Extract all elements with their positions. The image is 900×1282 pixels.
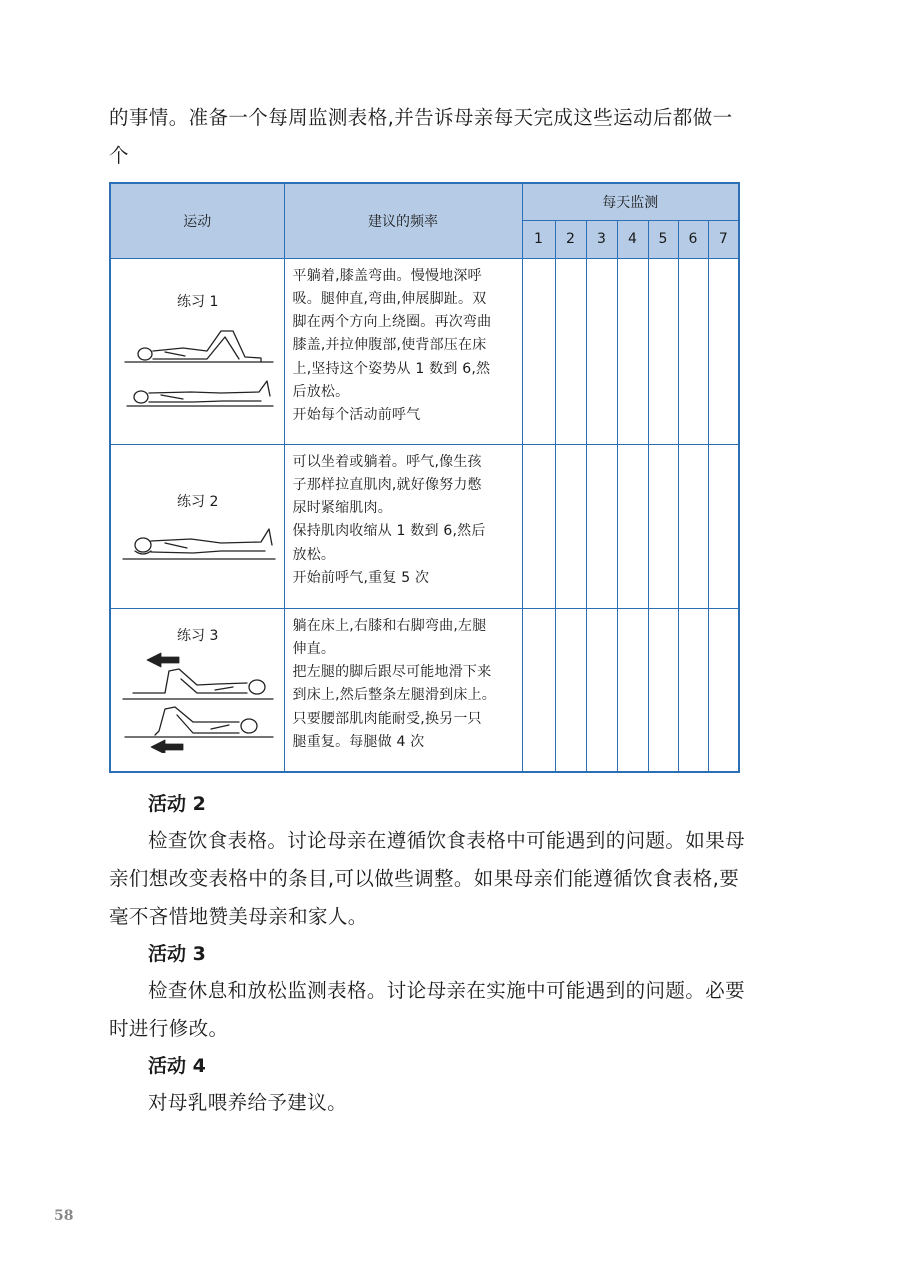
day-checkbox-cell[interactable] xyxy=(617,258,648,444)
day-checkbox-cell[interactable] xyxy=(522,608,555,772)
activity-2-line-2: 亲们想改变表格中的条目,可以做些调整。如果母亲们能遵循饮食表格,要 xyxy=(109,867,740,890)
header-day-5: 5 xyxy=(648,220,678,258)
day-checkbox-cell[interactable] xyxy=(678,608,708,772)
header-daily-monitoring: 每天监测 xyxy=(522,183,739,220)
desc-line: 子那样拉直肌肉,就好像努力憋 xyxy=(292,476,482,493)
desc-line: 可以坐着或躺着。呼气,像生孩 xyxy=(292,453,482,470)
table-row xyxy=(110,444,739,608)
day-checkbox-cell[interactable] xyxy=(555,608,586,772)
activity-3-heading: 活动 3 xyxy=(148,943,206,965)
table-row xyxy=(110,608,739,772)
exercise-monitoring-table xyxy=(109,182,740,773)
day-checkbox-cell[interactable] xyxy=(555,444,586,608)
activity-2-line-3: 毫不吝惜地赞美母亲和家人。 xyxy=(109,905,368,928)
activity-4-heading: 活动 4 xyxy=(148,1055,206,1077)
header-day-1: 1 xyxy=(522,220,555,258)
desc-line: 后放松。 xyxy=(292,383,350,400)
day-checkbox-cell[interactable] xyxy=(708,444,739,608)
desc-line: 开始每个活动前呼气 xyxy=(292,407,421,424)
day-checkbox-cell[interactable] xyxy=(617,608,648,772)
activity-2-heading: 活动 2 xyxy=(148,793,206,815)
desc-line: 膝盖,并拉伸腹部,使背部压在床 xyxy=(292,337,487,354)
exercise-3-illustration xyxy=(121,649,277,753)
day-checkbox-cell[interactable] xyxy=(678,258,708,444)
day-checkbox-cell[interactable] xyxy=(648,258,678,444)
activity-3-line-2: 时进行修改。 xyxy=(109,1017,229,1040)
activity-2-line-1: 检查饮食表格。讨论母亲在遵循饮食表格中可能遇到的问题。如果母 xyxy=(148,829,746,852)
desc-line: 伸直。 xyxy=(292,640,336,657)
day-checkbox-cell[interactable] xyxy=(708,608,739,772)
header-day-6: 6 xyxy=(678,220,708,258)
header-day-2: 2 xyxy=(555,220,586,258)
header-day-7: 7 xyxy=(708,220,739,258)
exercise-label: 练习 2 xyxy=(177,493,219,510)
desc-line: 到床上,然后整条左腿滑到床上。 xyxy=(292,687,496,704)
desc-line: 脚在两个方向上绕圈。再次弯曲 xyxy=(292,314,492,331)
desc-line: 平躺着,膝盖弯曲。慢慢地深呼 xyxy=(292,267,482,284)
day-checkbox-cell[interactable] xyxy=(617,444,648,608)
activity-4-line-1: 对母乳喂养给予建议。 xyxy=(148,1091,348,1114)
desc-line: 保持肌肉收缩从 1 数到 6,然后 xyxy=(292,523,486,540)
activity-4-paragraph xyxy=(109,1084,749,1122)
exercise-cell xyxy=(110,258,284,444)
frequency-description xyxy=(284,444,522,608)
frequency-description xyxy=(284,608,522,772)
header-day-4: 4 xyxy=(617,220,648,258)
activity-2-paragraph xyxy=(109,822,749,936)
desc-line: 吸。腿伸直,弯曲,伸展脚趾。双 xyxy=(292,290,487,307)
day-checkbox-cell[interactable] xyxy=(648,444,678,608)
table-row xyxy=(110,258,739,444)
desc-line: 上,坚持这个姿势从 1 数到 6,然 xyxy=(292,360,491,377)
header-frequency: 建议的频率 xyxy=(284,183,522,258)
intro-line-1: 的事情。准备一个每周监测表格,并告诉母亲每天完成这些运动后都做一个 xyxy=(109,106,733,167)
day-checkbox-cell[interactable] xyxy=(708,258,739,444)
exercise-label: 练习 3 xyxy=(177,627,219,644)
exercise-1-illustration xyxy=(121,321,277,411)
day-checkbox-cell[interactable] xyxy=(678,444,708,608)
day-checkbox-cell[interactable] xyxy=(586,258,617,444)
desc-line: 尿时紧缩肌肉。 xyxy=(292,500,392,517)
exercise-cell xyxy=(110,608,284,772)
day-checkbox-cell[interactable] xyxy=(648,608,678,772)
day-checkbox-cell[interactable] xyxy=(586,444,617,608)
exercise-label: 练习 1 xyxy=(177,293,219,310)
activity-3-paragraph xyxy=(109,972,749,1048)
day-checkbox-cell[interactable] xyxy=(555,258,586,444)
desc-line: 开始前呼气,重复 5 次 xyxy=(292,569,430,586)
desc-line: 只要腰部肌肉能耐受,换另一只 xyxy=(292,710,482,727)
header-exercise: 运动 xyxy=(110,183,284,258)
activity-3-line-1: 检查休息和放松监测表格。讨论母亲在实施中可能遇到的问题。必要 xyxy=(148,979,746,1002)
frequency-description xyxy=(284,258,522,444)
day-checkbox-cell[interactable] xyxy=(522,258,555,444)
desc-line: 躺在床上,右膝和右脚弯曲,左腿 xyxy=(292,617,487,634)
desc-line: 放松。 xyxy=(292,546,336,563)
exercise-cell xyxy=(110,444,284,608)
desc-line: 把左腿的脚后跟尽可能地滑下来 xyxy=(292,664,492,681)
desc-line: 腿重复。每腿做 4 次 xyxy=(292,733,425,750)
header-day-3: 3 xyxy=(586,220,617,258)
exercise-2-illustration xyxy=(121,521,277,567)
day-checkbox-cell[interactable] xyxy=(522,444,555,608)
page-number: 58 xyxy=(54,1208,74,1224)
day-checkbox-cell[interactable] xyxy=(586,608,617,772)
